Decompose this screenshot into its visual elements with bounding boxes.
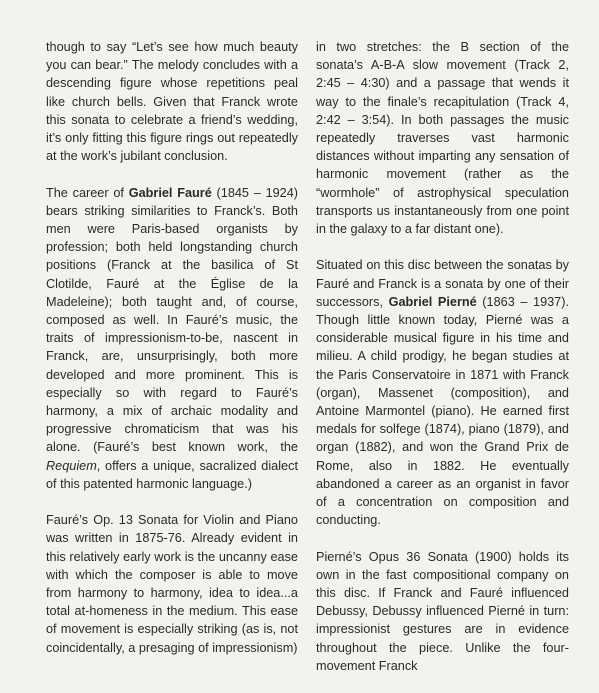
- work-title-requiem: Requiem: [46, 458, 97, 473]
- paragraph-faure-career: [46, 184, 298, 493]
- paragraph-pierne-sonata: Pierné’s Opus 36 Sonata (1900) holds its own in the fast compositional company on this disc. If Franck and Fauré influenced Debussy, Debussy influenced Pierné in turn: impressionist gestures are in evidence throughout the piece. Unlike the four-movement Franck: [316, 549, 569, 673]
- text-run: Situated on this disc between the sonatas by Fauré and Franck is a sonata by one of their successors,: [316, 258, 569, 309]
- text-run: , offers a unique, sacralized dialect of this patented harmonic language.): [46, 458, 298, 491]
- paragraph-franck-melody: though to say “Let’s see how much beauty you can bear.” The melody concludes with a descending figure whose repetitions peal like church bells. Given that Franck wrote this sonata to celebrate a friend’s wedding, it’s only fitting this figure rings out repeatedly at the work’s jubilant conclusion.: [46, 40, 298, 164]
- paragraph-harmonic-stretches: in two stretches: the B section of the sonata’s A-B-A slow movement (Track 2, 2:45 – 4:30) and a passage that wends it way to the finale’s recapitulation (Track 4, 2:42 – 3:54). In both passages the music repeatedly traverses vast harmonic distances without imparting any sensation of harmonic movement (rather as the “wormhole” of astrophysical speculation transports us instantaneously from one point in the galaxy to a far distant one).: [316, 40, 569, 237]
- text-run: (1845 – 1924) bears striking similarities to Franck’s. Both men were Paris-based organists by profession; both held longstanding church positions (Franck at the basilica of St Clotilde, Fauré at the Église de la Madeleine); both taught and, of course, composed as well. In Fauré’s music, the traits of impressionism-to-be, nascent in Franck, are, unsurprisingly, both more developed and more prominent. This is especially so with regard to Fauré’s harmony, a mix of archaic modality and progressive chromaticism that was his alone. (Fauré’s best known work, the: [46, 185, 299, 455]
- composer-name-faure: Gabriel Fauré: [128, 185, 212, 200]
- text-run: (1863 – 1937). Though little known today, Pierné was a considerable musical figure in his time and milieu. A child prodigy, he began studies at the Paris Conservatoire in 1871 with Franck (organ), Massenet (composition), and Antoine Marmontel (piano). He earned first medals for solfege (1874), piano (1879), and organ (1882), and won the Grand Prix de Rome, also in 1882. He eventually abandoned a career as an organist in favor of a concentration on composition and conducting.: [316, 294, 569, 528]
- text-run: The career of: [46, 185, 129, 200]
- paragraph-pierne-career: [316, 256, 569, 529]
- paragraph-faure-sonata: Fauré’s Op. 13 Sonata for Violin and Piano was written in 1875-76. Already evident in this relatively early work is the uncanny ease with which the composer is able to move from harmony to harmony, idea to idea...a total at-homeness in the medium. This ease of movement is especially striking (as is, not coincidentally, a presaging of impressionism): [46, 513, 298, 655]
- composer-name-pierne: Gabriel Pierné: [388, 294, 477, 309]
- right-column: [316, 38, 569, 693]
- left-column: [46, 38, 298, 675]
